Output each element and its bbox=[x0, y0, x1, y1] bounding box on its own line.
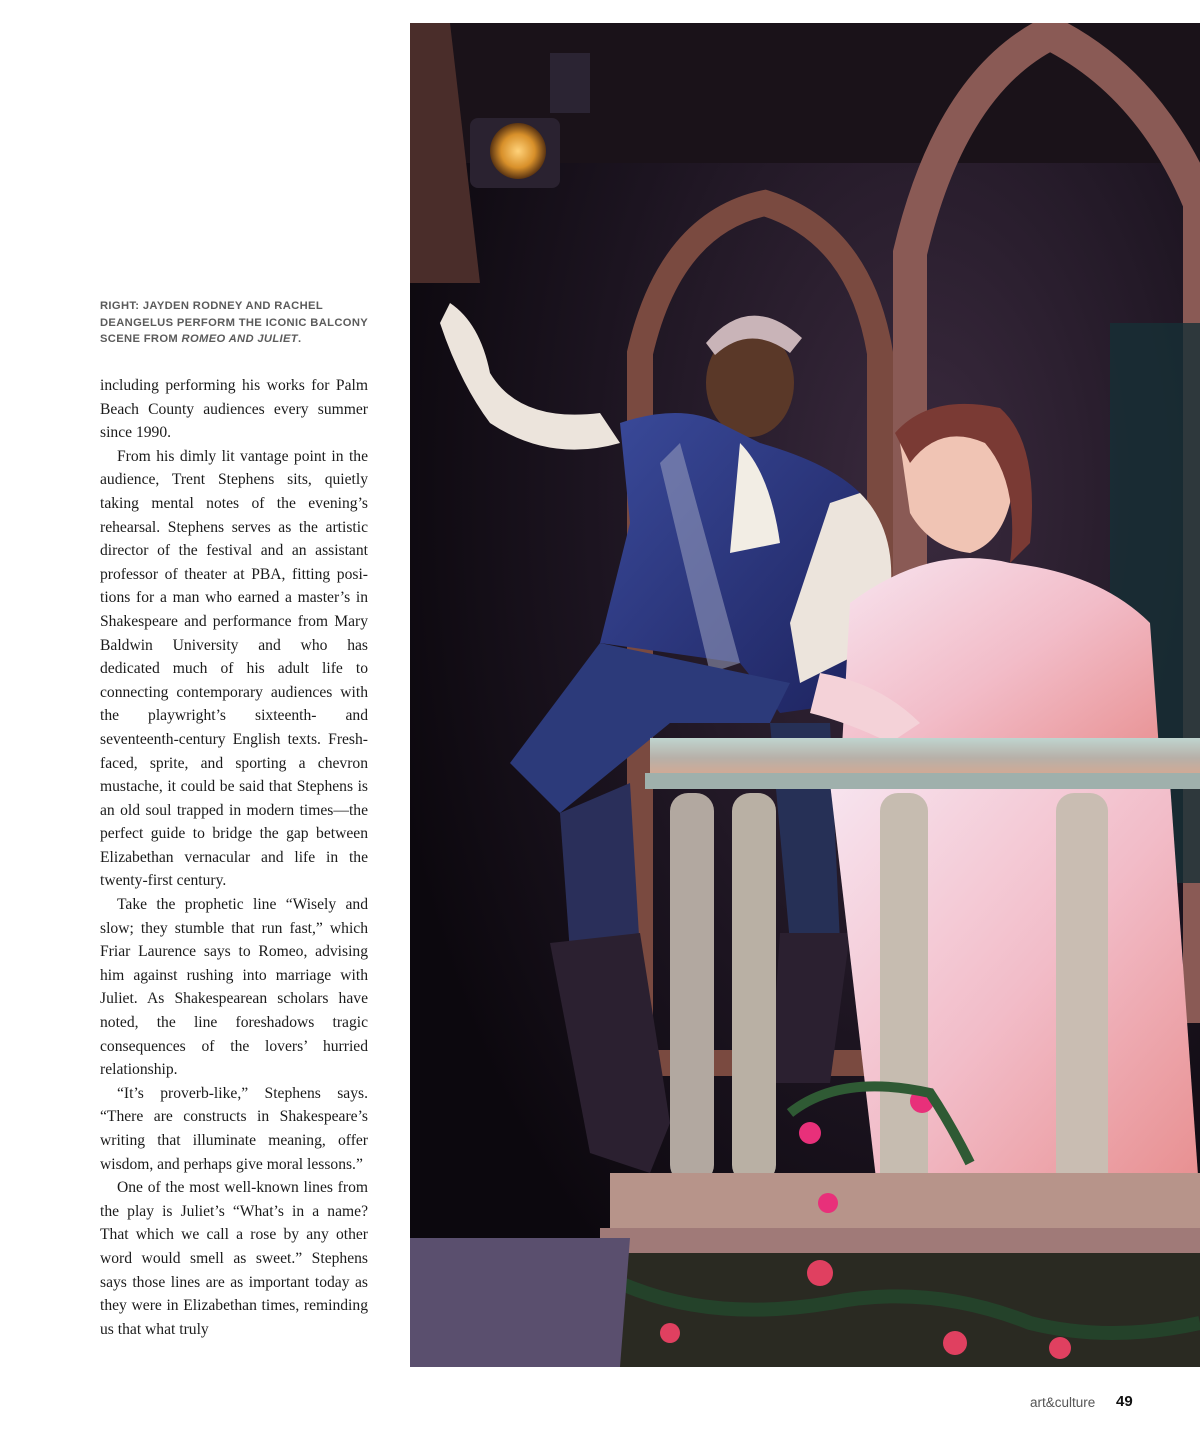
photo-caption bbox=[100, 298, 370, 348]
footer-section-name: art&culture bbox=[1030, 1395, 1096, 1410]
article-paragraph: “It’s proverb-like,” Stephens says. “There are constructs in Shakespeare’s writing that illuminate meaning, offer wisdom, and perhaps give moral lessons.” bbox=[100, 1084, 368, 1173]
caption-end: . bbox=[298, 333, 302, 346]
caption-play-title: ROMEO AND JULIET bbox=[181, 333, 298, 346]
article-paragraph: Take the prophetic line “Wisely and slow; they stumble that run fast,” which Friar Laurence says to Romeo, advising him against rushing into marriage with Juliet. As Shakespearean scholars have noted, the line foreshadows tragic consequences of the lovers’ hurried relationship. bbox=[100, 896, 368, 1079]
article-paragraph: From his dimly lit vantage point in the audience, Trent Stephens sits, quietly taking mental notes of the evening’s rehearsal. Stephens serves as the artistic director of the festival and an assistant professor of theater at PBA, fitting positions for a man who earned a master’s in Shakespeare and performance from Mary Baldwin University and who has dedicated much of his adult life to connecting contemporary audiences with the playwright’s sixteenth- and seventeenth-century English texts. Fresh-faced, sprite, and sporting a chevron mustache, it could be said that Stephens is an old soul trapped in modern times—the perfect guide to bridge the gap between Elizabethan vernacular and life in the twenty-first century. bbox=[100, 447, 368, 890]
stage-photo bbox=[410, 23, 1200, 1367]
article-paragraph: One of the most well-known lines from the play is Juliet’s “What’s in a name? That which we call a rose by any other word would smell as sweet.” Stephens says those lines are as important today as they were in Elizabethan times, reminding us that what truly bbox=[100, 1179, 368, 1338]
article-paragraph: including performing his works for Palm Beach County audiences every summer since 1990. bbox=[100, 377, 368, 442]
article-body-column bbox=[100, 374, 368, 1341]
stage-photo-illustration bbox=[410, 23, 1200, 1367]
caption-text: RIGHT: JAYDEN RODNEY AND RACHEL DEANGELUS PERFORM THE ICONIC BALCONY SCENE FROM bbox=[100, 300, 368, 346]
page-number: 49 bbox=[1116, 1393, 1133, 1410]
